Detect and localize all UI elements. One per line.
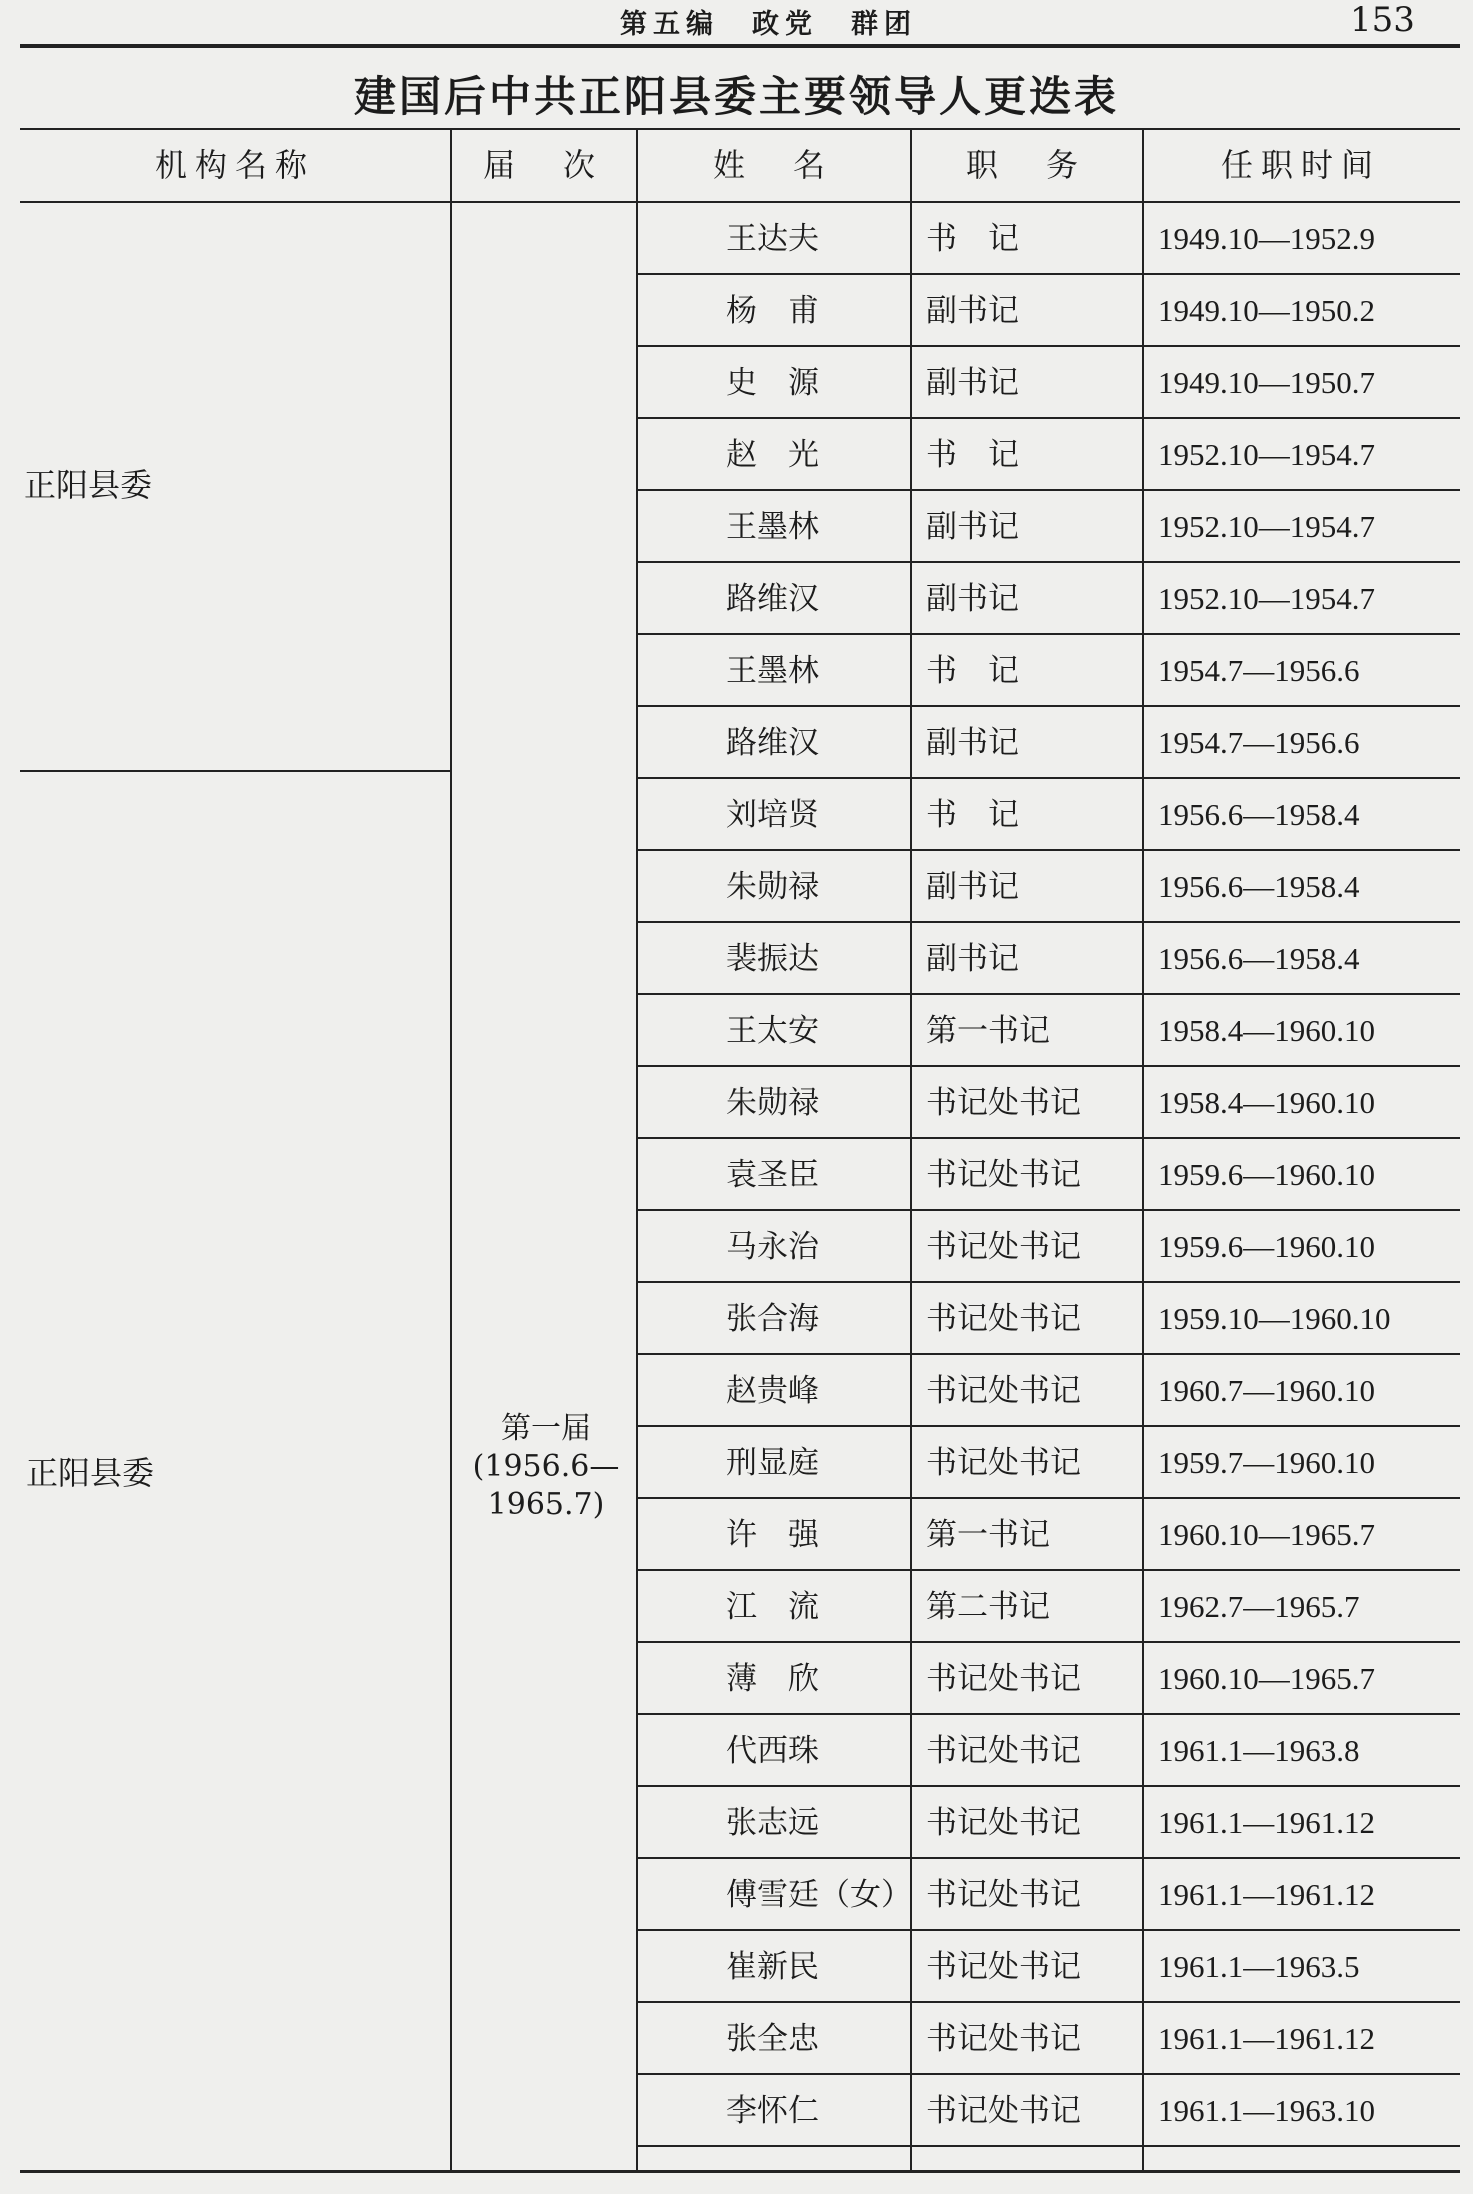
position-cell: 副书记 — [926, 293, 1019, 329]
table-row — [636, 1787, 1460, 1859]
tenure-cell: 1958.4—1960.10 — [1158, 1085, 1375, 1120]
table-row — [636, 1067, 1460, 1139]
name-cell: 张全忠 — [726, 2021, 819, 2057]
position-cell: 副书记 — [926, 869, 1019, 905]
term-line: 1965.7) — [487, 1487, 605, 1522]
term-line: 第一届 — [501, 1411, 591, 1446]
table-row — [636, 2075, 1460, 2147]
table-row — [636, 779, 1460, 851]
tenure-cell: 1961.1—1961.12 — [1158, 1877, 1375, 1912]
tenure-cell: 1961.1—1961.12 — [1158, 2021, 1375, 2056]
position-cell: 书 记 — [926, 221, 1019, 257]
column-header-tenure: 任职时间 — [1220, 146, 1381, 184]
position-cell: 书记处书记 — [926, 1445, 1081, 1481]
name-cell: 袁圣臣 — [726, 1157, 819, 1193]
header-rule — [20, 44, 1460, 48]
tenure-cell: 1959.10—1960.10 — [1158, 1301, 1391, 1336]
table-row — [636, 1211, 1460, 1283]
table-row — [636, 923, 1460, 995]
name-cell: 江 流 — [726, 1589, 819, 1625]
tenure-cell: 1952.10—1954.7 — [1158, 437, 1375, 472]
table-row — [636, 419, 1460, 491]
name-cell: 王墨林 — [726, 653, 819, 689]
name-cell: 傅雪廷（女） — [726, 1877, 912, 1913]
position-cell: 第二书记 — [926, 1589, 1050, 1625]
table-row — [636, 1715, 1460, 1787]
position-cell: 书记处书记 — [926, 1229, 1081, 1265]
name-cell: 张合海 — [726, 1301, 819, 1337]
column-header-term: 届 次 — [482, 146, 603, 184]
name-cell: 刑显庭 — [726, 1445, 819, 1481]
org-divider — [20, 770, 450, 772]
position-cell: 副书记 — [926, 581, 1019, 617]
position-cell: 书记处书记 — [926, 1949, 1081, 1985]
name-cell: 赵 光 — [726, 437, 819, 473]
name-cell: 路维汉 — [726, 725, 819, 761]
tenure-cell: 1954.7—1956.6 — [1158, 725, 1360, 760]
column-divider-org — [450, 128, 452, 2170]
name-cell: 王太安 — [726, 1013, 819, 1049]
tenure-cell: 1954.7—1956.6 — [1158, 653, 1360, 688]
name-cell: 杨 甫 — [726, 293, 819, 329]
tenure-cell: 1961.1—1963.8 — [1158, 1733, 1360, 1768]
table-row — [636, 851, 1460, 923]
position-cell: 副书记 — [926, 365, 1019, 401]
tenure-cell: 1956.6—1958.4 — [1158, 869, 1360, 904]
position-cell: 书记处书记 — [926, 1301, 1081, 1337]
tenure-cell: 1949.10—1952.9 — [1158, 221, 1375, 256]
name-cell: 崔新民 — [726, 1949, 819, 1985]
table-row — [636, 707, 1460, 779]
position-cell: 第一书记 — [926, 1013, 1050, 1049]
table-row — [636, 1643, 1460, 1715]
table-row — [636, 491, 1460, 563]
position-cell: 书记处书记 — [926, 1733, 1081, 1769]
name-cell: 许 强 — [726, 1517, 819, 1553]
position-cell: 副书记 — [926, 725, 1019, 761]
table-row — [636, 1931, 1460, 2003]
table-top-rule — [20, 128, 1460, 130]
position-cell: 书记处书记 — [926, 1157, 1081, 1193]
table-bottom-rule — [20, 2170, 1460, 2173]
tenure-cell: 1959.7—1960.10 — [1158, 1445, 1375, 1480]
position-cell: 书记处书记 — [926, 1373, 1081, 1409]
position-cell: 书 记 — [926, 653, 1019, 689]
name-cell: 赵贵峰 — [726, 1373, 819, 1409]
name-cell: 李怀仁 — [726, 2093, 819, 2129]
table-row — [636, 1283, 1460, 1355]
tenure-cell: 1956.6—1958.4 — [1158, 797, 1360, 832]
column-header-org: 机构名称 — [154, 146, 315, 184]
tenure-cell: 1958.4—1960.10 — [1158, 1013, 1375, 1048]
table-row — [636, 1427, 1460, 1499]
tenure-cell: 1961.1—1963.5 — [1158, 1949, 1360, 1984]
org-cell: 正阳县委 — [26, 1454, 155, 1492]
name-cell: 马永治 — [726, 1229, 819, 1265]
position-cell: 书记处书记 — [926, 1661, 1081, 1697]
table-row — [636, 1859, 1460, 1931]
column-header-position: 职 务 — [965, 146, 1086, 184]
name-cell: 刘培贤 — [726, 797, 819, 833]
tenure-cell: 1959.6—1960.10 — [1158, 1157, 1375, 1192]
table-row — [636, 1571, 1460, 1643]
name-cell: 薄 欣 — [726, 1661, 819, 1697]
section-header: 第五编 政党 群团 — [620, 9, 917, 40]
name-cell: 王墨林 — [726, 509, 819, 545]
tenure-cell: 1960.10—1965.7 — [1158, 1517, 1375, 1552]
tenure-cell: 1949.10—1950.7 — [1158, 365, 1375, 400]
table-row — [636, 995, 1460, 1067]
tenure-cell: 1952.10—1954.7 — [1158, 581, 1375, 616]
term-cell — [456, 1410, 636, 1524]
name-cell: 张志远 — [726, 1805, 819, 1841]
name-cell: 路维汉 — [726, 581, 819, 617]
term-line: (1956.6— — [472, 1449, 620, 1484]
position-cell: 书 记 — [926, 437, 1019, 473]
name-cell: 朱勋禄 — [726, 1085, 819, 1121]
name-cell: 代西珠 — [726, 1733, 819, 1769]
table-row — [636, 275, 1460, 347]
name-cell: 史 源 — [726, 365, 819, 401]
tenure-cell: 1960.7—1960.10 — [1158, 1373, 1375, 1408]
tenure-cell: 1959.6—1960.10 — [1158, 1229, 1375, 1264]
table-row — [636, 635, 1460, 707]
tenure-cell: 1956.6—1958.4 — [1158, 941, 1360, 976]
tenure-cell: 1960.10—1965.7 — [1158, 1661, 1375, 1696]
table-row — [636, 1139, 1460, 1211]
column-header-name: 姓 名 — [712, 146, 833, 184]
table-row — [636, 1499, 1460, 1571]
name-cell: 朱勋禄 — [726, 869, 819, 905]
position-cell: 书记处书记 — [926, 2021, 1081, 2057]
table-title: 建国后中共正阳县委主要领导人更迭表 — [353, 72, 1119, 121]
position-cell: 第一书记 — [926, 1517, 1050, 1553]
position-cell: 书 记 — [926, 797, 1019, 833]
org-cell: 正阳县委 — [24, 466, 153, 504]
name-cell: 裴振达 — [726, 941, 819, 977]
tenure-cell: 1961.1—1963.10 — [1158, 2093, 1375, 2128]
position-cell: 副书记 — [926, 941, 1019, 977]
table-row — [636, 347, 1460, 419]
tenure-cell: 1962.7—1965.7 — [1158, 1589, 1360, 1624]
table-row — [636, 2003, 1460, 2075]
tenure-cell: 1961.1—1961.12 — [1158, 1805, 1375, 1840]
table-row — [636, 1355, 1460, 1427]
page-number: 153 — [1350, 0, 1415, 40]
table-row — [636, 563, 1460, 635]
position-cell: 副书记 — [926, 509, 1019, 545]
position-cell: 书记处书记 — [926, 1877, 1081, 1913]
position-cell: 书记处书记 — [926, 2093, 1081, 2129]
tenure-cell: 1952.10—1954.7 — [1158, 509, 1375, 544]
running-header — [20, 0, 1460, 46]
position-cell: 书记处书记 — [926, 1805, 1081, 1841]
name-cell: 王达夫 — [726, 221, 819, 257]
position-cell: 书记处书记 — [926, 1085, 1081, 1121]
table-row — [636, 203, 1460, 275]
tenure-cell: 1949.10—1950.2 — [1158, 293, 1375, 328]
